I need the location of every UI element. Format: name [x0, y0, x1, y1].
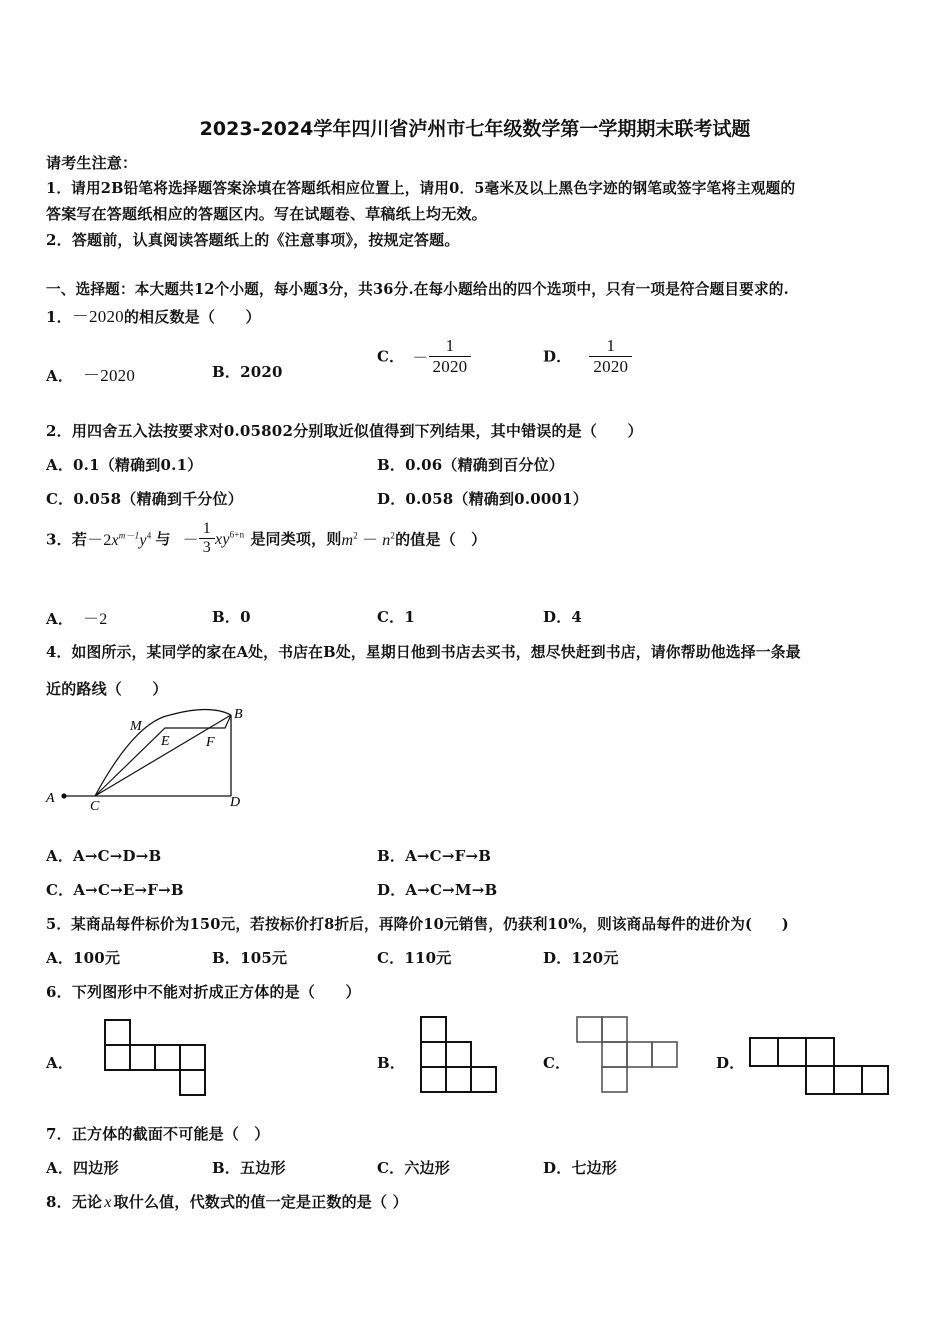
q5-option-a[interactable]: A．100元	[46, 949, 121, 967]
question-1-expression: －2020	[71, 307, 124, 326]
question-5-stem: 5．某商品每件标价为150元，若按标价打8折后，再降价10元销售，仍获利10%，则该商品每件的进价为( )	[46, 916, 789, 933]
question-3-term-2-x: x	[215, 530, 223, 548]
segment-c-b	[95, 715, 231, 796]
q1-option-c-sign: －	[412, 349, 429, 367]
q2-option-c[interactable]: C．0.058（精确到千分位）	[46, 490, 243, 508]
q5-option-b[interactable]: B．105元	[212, 949, 288, 967]
question-3-expr-n-exp: 2	[390, 531, 396, 542]
question-4-stem-line-2: 近的路线（ ）	[46, 680, 168, 698]
q2-option-b[interactable]: B．0.06（精确到百分位）	[377, 456, 565, 474]
question-3-term-2-y-exp: 6+n	[229, 529, 245, 540]
question-7-stem: 7．正方体的截面不可能是（ ）	[46, 1125, 270, 1143]
q2-option-d[interactable]: D．0.058（精确到0.0001）	[377, 490, 588, 508]
q7-option-d[interactable]: D．七边形	[543, 1159, 618, 1177]
question-3-term-1-x-exp: m－1	[118, 531, 140, 542]
label-d: D	[230, 795, 241, 810]
question-8-variable: x	[104, 1194, 112, 1211]
question-8-suffix: 取什么值，代数式的值一定是正数的是（ ）	[113, 1193, 408, 1211]
question-3-term-2-numerator: 1	[202, 520, 211, 537]
question-2-stem: 2．用四舍五入法按要求对0.05802分别取近似值得到下列结果，其中错误的是（ ）	[46, 422, 643, 440]
question-3-term-2-y: y	[222, 530, 230, 548]
notice-line-1: 1．请用2B铅笔将选择题答案涂填在答题纸相应位置上，请用0．5毫米及以上黑色字迹的钢笔或签字笔将主观题的	[46, 180, 796, 197]
question-3-term-1-x: x	[111, 532, 119, 550]
arc-c-m-b	[95, 710, 231, 797]
question-3-term-2-sign: －	[182, 532, 199, 550]
q5-option-d[interactable]: D．120元	[543, 949, 619, 967]
q4-option-b[interactable]: B．A→C→F→B	[377, 847, 492, 865]
q2-option-a[interactable]: A．0.1（精确到0.1）	[46, 456, 203, 474]
question-3-term-2-denominator: 3	[199, 538, 215, 557]
question-6-stem: 6．下列图形中不能对折成正方体的是（ ）	[46, 983, 361, 1001]
q1-option-c-fraction	[429, 336, 472, 376]
q3-option-b[interactable]: B．0	[212, 608, 251, 626]
question-3-expr-m-exp: 2	[353, 531, 358, 542]
q1-option-d[interactable]	[543, 336, 632, 376]
label-a: A	[46, 791, 55, 806]
q5-option-c[interactable]: C．110元	[377, 949, 452, 967]
q7-option-c[interactable]: C．六边形	[377, 1159, 450, 1177]
label-b: B	[234, 707, 243, 722]
question-1	[46, 302, 261, 327]
q1-option-c-label: C．	[377, 347, 405, 366]
q7-option-a[interactable]: A．四边形	[46, 1159, 119, 1177]
cube-net-a[interactable]	[100, 1018, 210, 1098]
q1-option-c[interactable]	[377, 336, 471, 376]
section-heading: 一、选择题：本大题共12个小题，每小题3分，共36分.在每小题给出的四个选项中，只有一项是符合题目要求的.	[46, 281, 789, 298]
q3-option-d[interactable]: D．4	[543, 608, 583, 626]
notice-line-1b: 答案写在答题纸相应的答题区内。写在试题卷、草稿纸上均无效。	[46, 205, 487, 223]
notice-line-2: 2．答题前，认真阅读答题纸上的《注意事项》，按规定答题。	[46, 231, 460, 249]
question-3-term-1	[87, 532, 151, 549]
notice-heading: 请考生注意：	[46, 154, 138, 172]
question-3-term-2-fraction	[199, 520, 215, 558]
q1-option-b[interactable]	[212, 361, 283, 382]
q4-option-a[interactable]: A．A→C→D→B	[46, 847, 162, 865]
q6-option-a-label[interactable]: A．	[46, 1054, 74, 1072]
q3-option-a-label: A．	[46, 610, 74, 628]
q4-option-d[interactable]: D．A→C→M→B	[377, 881, 498, 899]
question-1-stem: 的相反数是（ ）	[123, 308, 261, 326]
question-3-term-1-y: y	[139, 532, 147, 550]
question-3-with: 与	[155, 530, 171, 549]
question-8	[46, 1191, 408, 1212]
q3-option-c[interactable]: C．1	[377, 608, 415, 626]
cube-net-d[interactable]	[746, 1034, 891, 1096]
q3-option-a-value: －2	[83, 611, 108, 628]
q1-option-d-denominator: 2020	[589, 356, 632, 377]
label-c: C	[90, 799, 100, 814]
q1-option-b-label: B．	[212, 363, 241, 381]
question-3-term-1-coef: －2	[87, 532, 112, 550]
q6-option-b-label[interactable]: B．	[377, 1054, 406, 1072]
label-m: M	[130, 719, 142, 734]
q7-option-b[interactable]: B．五边形	[212, 1159, 286, 1177]
q4-option-c[interactable]: C．A→C→E→F→B	[46, 881, 184, 899]
point-a-dot	[61, 793, 66, 798]
q3-option-a[interactable]	[46, 606, 107, 629]
q1-option-c-numerator: 1	[445, 336, 455, 355]
q1-option-c-denominator: 2020	[429, 356, 472, 377]
q1-option-d-fraction	[589, 336, 632, 376]
question-3-expr-n: n	[382, 532, 391, 550]
q1-option-d-numerator: 1	[606, 336, 616, 355]
q1-option-a-label: A．	[46, 367, 74, 385]
question-3-expr-m: m	[341, 532, 354, 550]
page-title: 2023-2024学年四川省泸州市七年级数学第一学期期末联考试题	[199, 118, 751, 140]
cube-net-b[interactable]	[417, 1013, 502, 1095]
question-8-prefix: 8．无论	[46, 1193, 103, 1211]
question-3-expr-minus: －	[361, 532, 379, 550]
q6-option-c-label[interactable]: C．	[543, 1054, 571, 1072]
q1-option-b-value: 2020	[240, 363, 283, 381]
route-figure	[40, 700, 260, 815]
question-3-term-1-y-exp: 4	[146, 531, 152, 542]
q6-option-d-label[interactable]: D．	[716, 1054, 745, 1072]
label-e: E	[161, 734, 170, 749]
question-3-prefix: 3．若	[46, 530, 88, 549]
question-4-stem-line-1: 4．如图所示，某同学的家在A处，书店在B处，星期日他到书店去买书，想尽快赶到书店，请你帮助他选择一条最	[46, 644, 801, 661]
q1-option-d-label: D．	[543, 347, 572, 366]
cube-net-c[interactable]	[574, 1013, 680, 1095]
question-1-number: 1．	[46, 308, 72, 326]
q1-option-a[interactable]	[46, 361, 135, 386]
q1-option-a-value: －2020	[83, 366, 136, 385]
label-f: F	[206, 735, 215, 750]
question-3-mid: 是同类项，则	[250, 530, 342, 549]
question-3-end: 的值是（ ）	[395, 530, 487, 549]
question-3	[46, 520, 486, 570]
